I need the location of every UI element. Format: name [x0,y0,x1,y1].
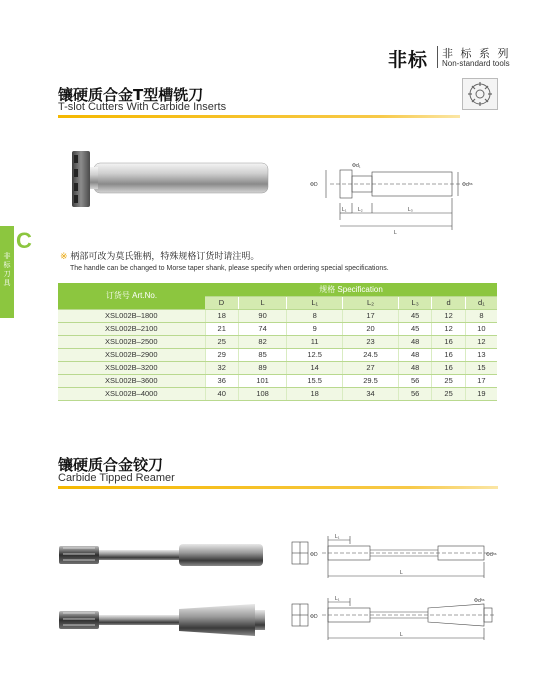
spec-cell: 27 [343,361,399,374]
spec-cell: 25 [432,387,465,400]
art-no-cell: XSL002B–2500 [58,335,205,348]
reamer2-label-d: Φdʰ⁶ [474,598,485,604]
spec-cell: 40 [205,387,238,400]
header-divider [437,46,438,68]
series-title-en: Non-standard tools [442,59,510,68]
spec-header: 规格 Specification [205,283,497,296]
spec-cell: 48 [398,335,431,348]
reamer1-label-d: Φdʰ⁶ [486,552,497,558]
spec-cell: 15.5 [287,374,343,387]
spec-cell: 12 [432,309,465,322]
spec-cell: 90 [238,309,286,322]
tslot-title-cn: 镶硬质合金T型槽铣刀 [58,86,204,104]
reamer1-label-L1: L₁ [335,534,340,540]
table-row [58,322,497,335]
art-no-cell: XSL002B–2900 [58,348,205,361]
spec-cell: 19 [465,387,497,400]
reamer-title-cn: 镶硬质合金铰刀 [58,456,164,474]
table-row [58,335,497,348]
spec-cell: 32 [205,361,238,374]
spec-cell: 89 [238,361,286,374]
column-header: d₁ [465,296,497,309]
spec-cell: 12 [465,335,497,348]
spec-cell: 11 [287,335,343,348]
drawing-label-L2: L₂ [358,207,363,213]
column-header: L₂ [343,296,399,309]
spec-cell: 45 [398,309,431,322]
table-row [58,361,497,374]
tslot-title-bar [58,115,460,118]
reamer2-label-L: L [400,632,403,638]
reamer1-label-L: L [400,570,403,576]
spec-cell: 34 [343,387,399,400]
tslot-cutter-image [62,145,272,227]
spec-cell: 16 [432,335,465,348]
table-row [58,309,497,322]
spec-cell: 48 [398,348,431,361]
tslot-spec-table [58,283,497,401]
note-text-cn: 柄部可改为莫氏锥柄，特殊规格订货时请注明。 [70,252,260,262]
spec-cell: 85 [238,348,286,361]
spec-cell: 23 [343,335,399,348]
spec-cell: 45 [398,322,431,335]
tslot-drawing [300,158,485,238]
column-header: L [238,296,286,309]
spec-cell: 20 [343,322,399,335]
spec-cell: 10 [465,322,497,335]
spec-cell: 82 [238,335,286,348]
art-no-cell: XSL002B–3200 [58,361,205,374]
table-row [58,374,497,387]
drawing-label-D: ΦD [310,182,318,188]
column-header: d [432,296,465,309]
spec-cell: 8 [465,309,497,322]
note-star: ※ [60,252,68,262]
column-header: L₃ [398,296,431,309]
drawing-label-d1: Φd₁ [352,163,361,169]
spec-cell: 14 [287,361,343,374]
spec-cell: 12 [432,322,465,335]
column-header: L₁ [287,296,343,309]
reamer1-label-D: ΦD [310,552,318,558]
reamer-title-en: Carbide Tipped Reamer [58,472,175,484]
tslot-note-en: The handle can be changed to Morse taper shank, please specify when ordering special specifications. [70,265,389,272]
tslot-icon [462,78,498,110]
reamer-taper-drawing [288,594,500,646]
side-tab-letter: C [16,228,32,253]
spec-cell: 13 [465,348,497,361]
spec-cell: 16 [432,348,465,361]
drawing-label-d: Φdʰ⁶ [462,182,473,188]
spec-cell: 24.5 [343,348,399,361]
spec-cell: 74 [238,322,286,335]
side-tab-cn: 非标刀具 [3,252,11,287]
spec-cell: 12.5 [287,348,343,361]
art-no-cell: XSL002B–4000 [58,387,205,400]
art-no-cell: XSL002B–3600 [58,374,205,387]
spec-cell: 8 [287,309,343,322]
drawing-label-L3: L₃ [408,207,413,213]
tslot-note-cn [60,249,259,262]
art-no-cell: XSL002B–2100 [58,322,205,335]
reamer-straight-image [55,538,265,572]
spec-cell: 25 [205,335,238,348]
column-header: D [205,296,238,309]
spec-cell: 101 [238,374,286,387]
reamer-title-bar [58,486,498,489]
spec-cell: 18 [287,387,343,400]
spec-cell: 17 [343,309,399,322]
art-no-cell: XSL002B–1800 [58,309,205,322]
spec-cell: 36 [205,374,238,387]
reamer2-label-L1: L₁ [335,596,340,602]
series-title-cn: 非 标 系 列 [442,47,511,60]
spec-cell: 18 [205,309,238,322]
reamer2-label-D: ΦD [310,614,318,620]
spec-cell: 48 [398,361,431,374]
spec-cell: 56 [398,374,431,387]
drawing-label-L: L [394,230,397,236]
spec-cell: 17 [465,374,497,387]
reamer-straight-drawing [288,532,500,584]
spec-cell: 108 [238,387,286,400]
tslot-title-en: T-slot Cutters With Carbide Inserts [58,101,227,113]
spec-cell: 25 [432,374,465,387]
spec-cell: 29.5 [343,374,399,387]
drawing-label-L1: L₁ [342,207,347,213]
spec-cell: 29 [205,348,238,361]
order-header: 订货号 Art.No. [58,283,205,309]
table-row [58,387,497,400]
series-logo: 非标 [388,49,429,71]
spec-cell: 9 [287,322,343,335]
table-row [58,348,497,361]
spec-cell: 56 [398,387,431,400]
spec-cell: 21 [205,322,238,335]
spec-cell: 16 [432,361,465,374]
reamer-taper-image [55,600,270,640]
spec-cell: 15 [465,361,497,374]
